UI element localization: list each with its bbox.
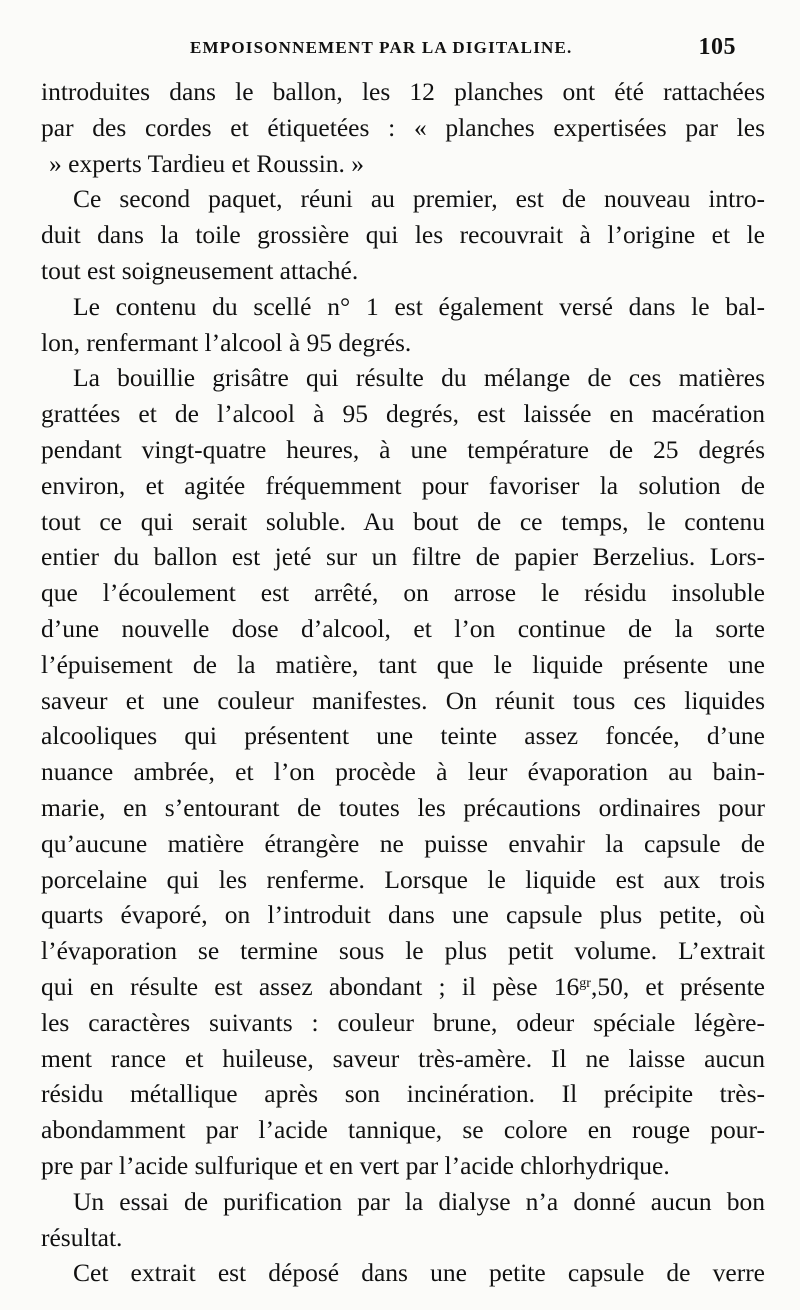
paragraph-start-line: Le contenu du scellé n° 1 est également versé dans le bal-	[73, 291, 765, 321]
text-line: les caractères suivants : couleur brune, odeur spéciale légère-	[41, 1007, 765, 1037]
page-header	[150, 34, 740, 64]
text-line: quarts évaporé, on l’introduit dans une capsule plus petite, où	[41, 900, 765, 930]
weight-line	[41, 969, 765, 1005]
text-line: duit dans la toile grossière qui les recouvrait à l’origine et le	[41, 220, 765, 250]
weight-line-end: ,50, et présente	[590, 971, 765, 1001]
text-line: porcelaine qui les renferme. Lorsque le liquide est aux trois	[41, 864, 765, 894]
text-line: qu’aucune matière étrangère ne puisse envahir la capsule de	[41, 828, 765, 858]
text-line: tout ce qui serait soluble. Au bout de ce temps, le contenu	[41, 506, 765, 536]
text-line: pre par l’acide sulfurique et en vert par l’acide chlorhydrique.	[41, 1150, 670, 1180]
paragraph-start-line: La bouillie grisâtre qui résulte du mélange de ces matières	[73, 363, 765, 393]
text-line: par des cordes et étiquetées : « planches expertisées par les	[41, 112, 765, 142]
text-line: abondamment par l’acide tannique, se colore en rouge pour-	[41, 1115, 765, 1145]
text-line: marie, en s’entourant de toutes les précautions ordinaires pour	[41, 792, 765, 822]
text-line: introduites dans le ballon, les 12 planches ont été rattachées	[41, 77, 765, 106]
paragraph-start-line: Cet extrait est déposé dans une petite capsule de verre	[73, 1258, 765, 1288]
text-line: grattées et de l’alcool à 95 degrés, est laissée en macération	[41, 399, 765, 429]
text-line: que l’écoulement est arrêté, on arrose le résidu insoluble	[41, 578, 765, 608]
text-line: saveur et une couleur manifestes. On réunit tous ces liquides	[41, 685, 765, 715]
text-line: nuance ambrée, et l’on procède à leur évaporation au bain-	[41, 757, 765, 787]
text-line: résidu métallique après son incinération. Il précipite très-	[41, 1079, 765, 1109]
weight-line-start: qui en résulte est assez abondant ; il pèse 16	[41, 971, 580, 1001]
body-text	[41, 74, 765, 1291]
text-line: ment rance et huileuse, saveur très-amère. Il ne laisse aucun	[41, 1043, 765, 1073]
text-line: l’évaporation se termine sous le plus petit volume. L’extrait	[41, 936, 765, 966]
paragraph-start-line: Ce second paquet, réuni au premier, est de nouveau intro-	[73, 184, 765, 214]
text-line: tout est soigneusement attaché.	[41, 255, 359, 285]
text-line: lon, renfermant l’alcool à 95 degrés.	[41, 327, 412, 357]
page-number: 105	[698, 34, 736, 60]
paragraph-start-line: Un essai de purification par la dialyse n’a donné aucun bon	[73, 1186, 765, 1216]
text-line: résultat.	[41, 1222, 123, 1252]
text-line: » experts Tardieu et Roussin. »	[49, 148, 365, 178]
text-line: l’épuisement de la matière, tant que le liquide présente une	[41, 649, 765, 679]
text-line: pendant vingt-quatre heures, à une température de 25 degrés	[41, 434, 765, 464]
text-line: d’une nouvelle dose d’alcool, et l’on continue de la sorte	[41, 613, 765, 643]
text-line: alcooliques qui présentent une teinte assez foncée, d’une	[41, 721, 765, 751]
gram-abbreviation: gr	[579, 975, 591, 991]
text-line: entier du ballon est jeté sur un filtre de papier Berzelius. Lors-	[41, 542, 765, 572]
text-line: environ, et agitée fréquemment pour favoriser la solution de	[41, 470, 765, 500]
running-title: EMPOISONNEMENT PAR LA DIGITALINE.	[190, 38, 573, 57]
